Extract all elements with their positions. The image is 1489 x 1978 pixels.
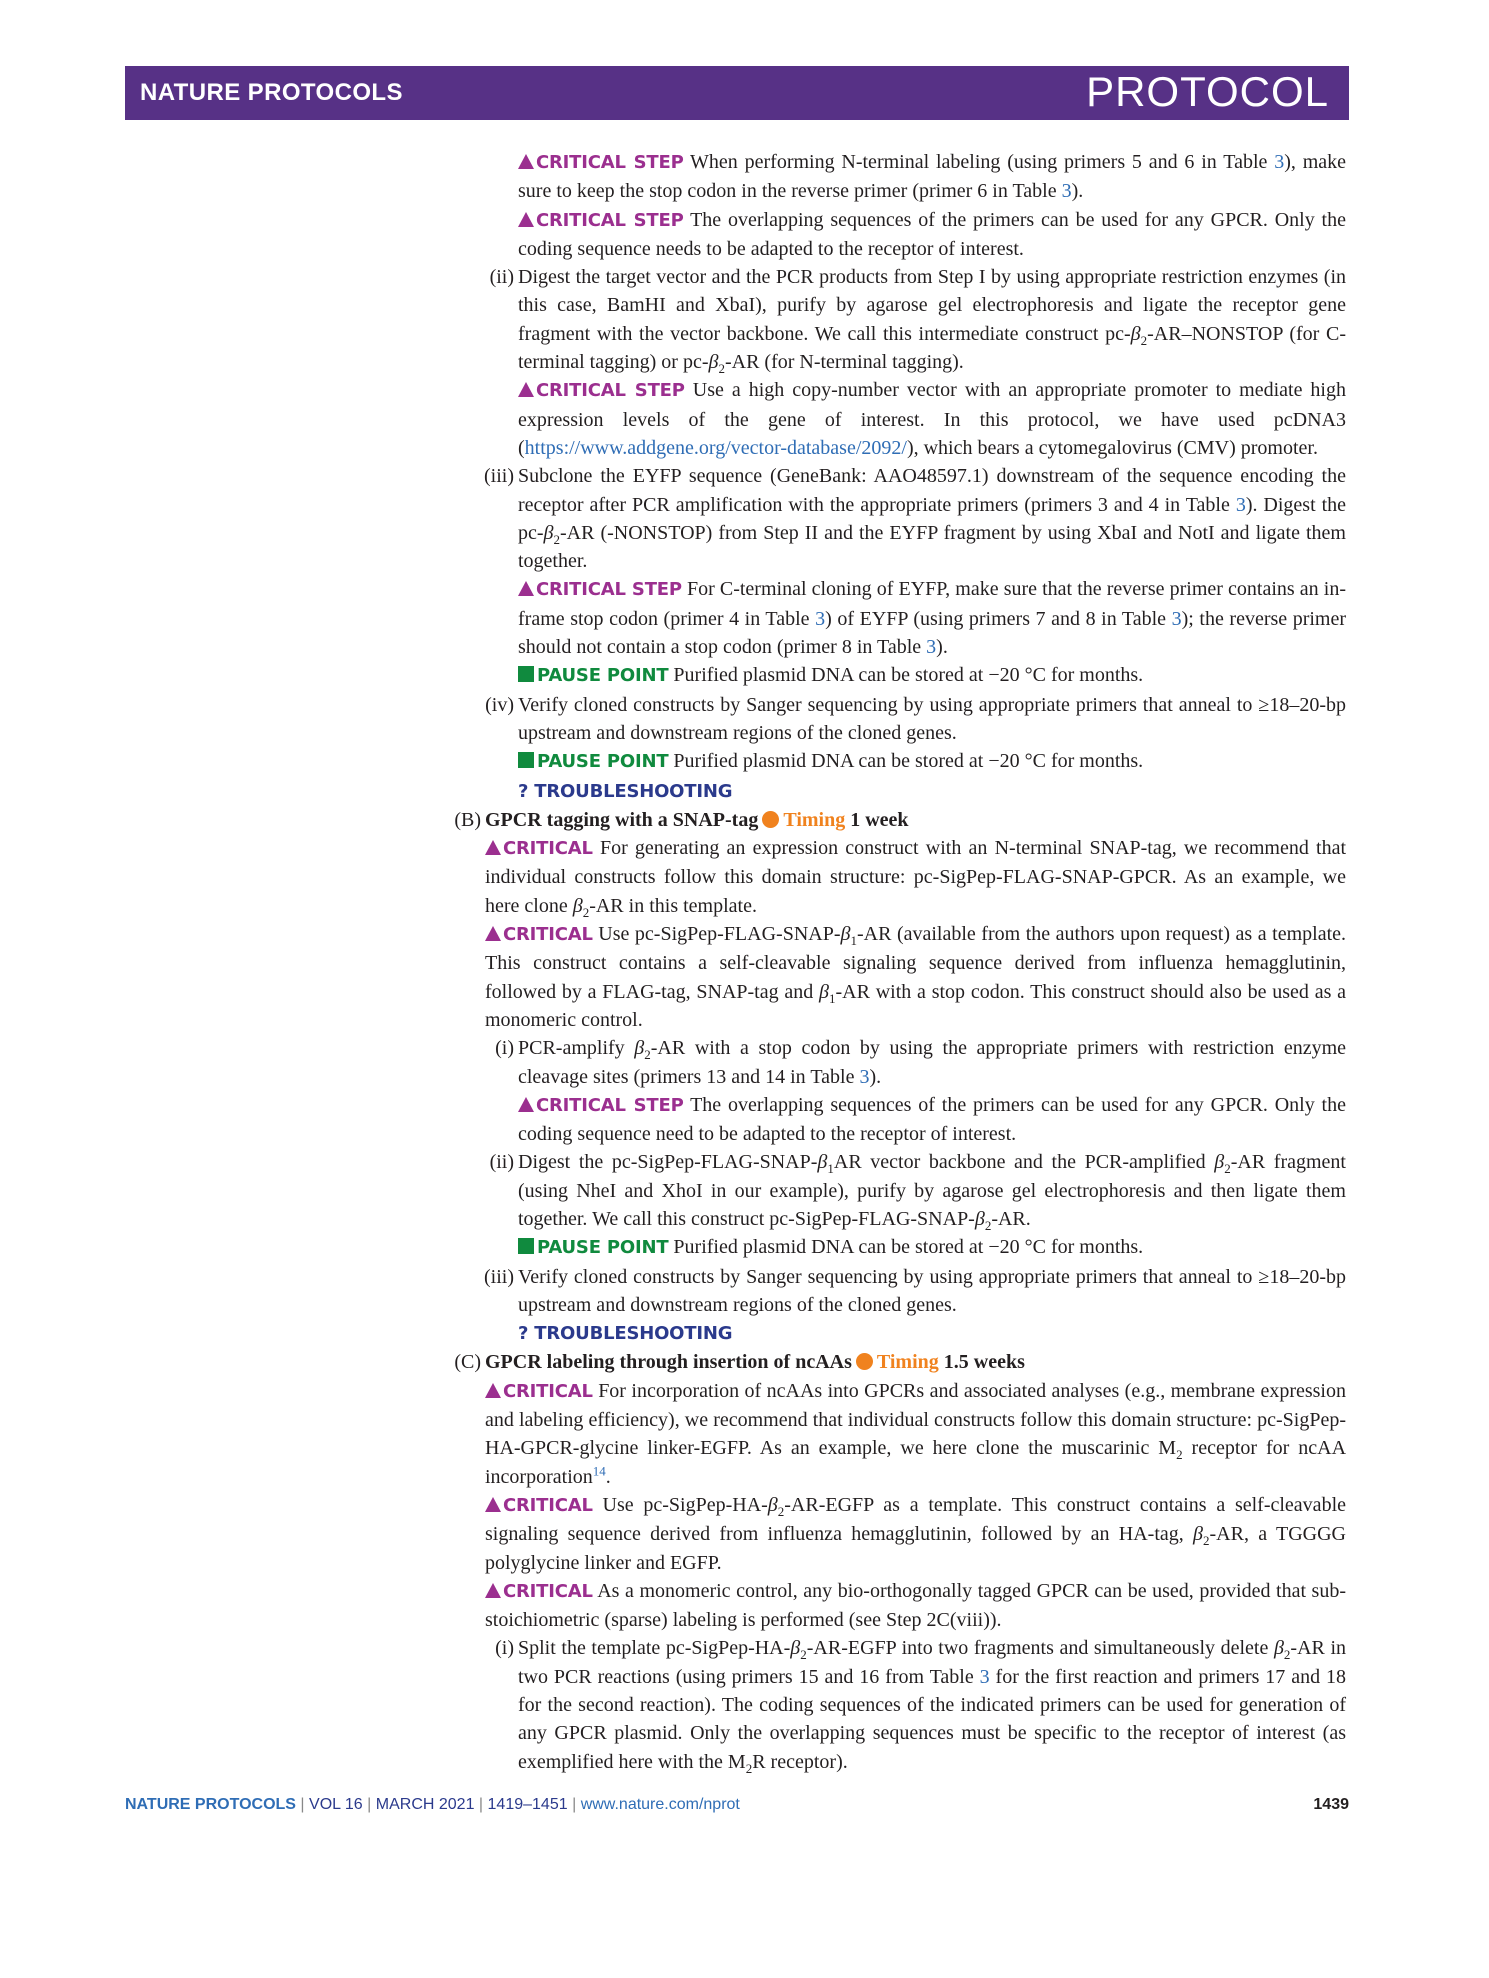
step-a-iv: (iv) Verify cloned constructs by Sanger sequencing by using appropriate primers that anneal to ≥18–20-bp upstream and downstream regions of the cloned genes.: [485, 693, 1346, 744]
table-link[interactable]: 3: [1235, 493, 1246, 516]
table-link[interactable]: 3: [979, 1665, 990, 1688]
step-a-iii: (iii) Subclone the EYFP sequence (GeneBank: AAO48597.1) downstream of the sequence encoding the receptor after PCR amplification with the appropriate primers (primers 3 and 4 in Table 3). Digest the $pc-\beta_2-AR$ (-NONSTOP) from Step II and the EYFP fragment by using XbaI and NotI and ligate them together.: [484, 465, 1346, 573]
critical-triangle-icon: [485, 840, 501, 855]
critical-note: CRITICAL Use $pc-SigPep-HA-\beta_2-AR$-EGFP as a template. This construct contains a self-cleavable signaling sequence derived from influenza hemagglutinin, followed by an HA-tag, $\beta_2-AR$, a TGGGG polyglycine linker and EGFP.: [485, 1493, 1346, 1574]
table-link[interactable]: 3: [815, 607, 826, 630]
critical-triangle-icon: [518, 1097, 534, 1112]
critical-triangle-icon: [485, 1497, 501, 1512]
pause-square-icon: [518, 1238, 534, 1254]
table-link[interactable]: 3: [1061, 180, 1072, 203]
journal-name: NATURE PROTOCOLS: [140, 79, 403, 106]
critical-step-note: CRITICAL STEP For C-terminal cloning of EYFP, make sure that the reverse primer contains an in-frame stop codon (primer 4 in Table 3) of EYFP (using primers 7 and 8 in Table 3); the reverse primer should not contain a stop codon (primer 8 in Table 3).: [518, 578, 1347, 659]
critical-triangle-icon: [518, 382, 534, 397]
critical-step-note: CRITICAL STEP The overlapping sequences of the primers can be used for any GPCR. Only the coding sequence need to be adapted to the receptor of interest.: [518, 1093, 1346, 1146]
step-b-i: (i) PCR-amplify $\beta_2-AR$ with a stop codon by using the appropriate primers with restriction enzyme cleavage sites (primers 13 and 14 in Table 3).: [495, 1037, 1347, 1088]
page-number: 1439: [1313, 1796, 1349, 1813]
step-c-i: (i) Split the template $pc-SigPep-HA-\beta_2-AR$-EGFP into two fragments and simultaneously delete $\beta_2-AR$ in two PCR reactions (using primers 15 and 16 from Table 3 for the first reaction and primers 17 and 18 for the second reaction). The coding sequences of the indicated primers can be used for generation of any GPCR plasmid. Only the overlapping sequences must be specific to the receptor of interest (as exemplified here with the $M_2R$ receptor).: [495, 1637, 1347, 1776]
critical-triangle-icon: [485, 1583, 501, 1598]
page-header: [125, 66, 1349, 120]
critical-triangle-icon: [518, 581, 534, 596]
table-link[interactable]: 3: [859, 1065, 870, 1088]
critical-note: CRITICAL Use $pc-SigPep-FLAG-SNAP-\beta_1-AR$ (available from the authors upon request) as a template. This construct contains a self-cleavable signaling sequence derived from influenza hemagglutinin, followed by a FLAG-tag, SNAP-tag and $\beta_1-AR$ with a stop codon. This construct should also be used as a monomeric control.: [485, 923, 1347, 1031]
table-link[interactable]: 3: [1274, 151, 1285, 173]
critical-triangle-icon: [518, 154, 534, 169]
troubleshooting-link[interactable]: ? TROUBLESHOOTING: [518, 1323, 733, 1345]
pause-square-icon: [518, 666, 534, 682]
step-b-iii: (iii) Verify cloned constructs by Sanger sequencing by using appropriate primers that anneal to ≥18–20-bp upstream and downstream regions of the cloned genes.: [484, 1265, 1346, 1316]
critical-step-note: CRITICAL STEP Use a high copy-number vector with an appropriate promoter to mediate high expression levels of the gene of interest. In this protocol, we have used pcDNA3 (https://www.addgene.org/vector-database/2092/), which bears a cytomegalovirus (CMV) promoter.: [518, 379, 1346, 459]
table-link[interactable]: 3: [926, 636, 937, 659]
article-body: [0, 148, 1489, 1776]
critical-note: CRITICAL For incorporation of ncAAs into GPCRs and associated analyses (e.g., membrane expression and labeling efficiency), we recommend that individual constructs follow this domain structure: pc-SigPep-HA-GPCR-glycine linker-EGFP. As an example, we here clone the muscarinic $M_2$ receptor for ncAA incorporation$^{14}$.: [485, 1379, 1347, 1488]
critical-triangle-icon: [518, 212, 534, 227]
pause-point-note: PAUSE POINT Purified plasmid DNA can be stored at −20 °C for months.: [518, 1233, 1346, 1262]
timing-dot-icon: [856, 1353, 873, 1370]
section-c-heading: (C) GPCR labeling through insertion of ncAAs Timing 1.5 weeks: [454, 1351, 1025, 1374]
critical-triangle-icon: [485, 1383, 501, 1398]
section-b-heading: (B) GPCR tagging with a SNAP-tag Timing 1 week: [454, 808, 909, 831]
timing-dot-icon: [762, 811, 779, 828]
critical-note: CRITICAL For generating an expression construct with an N-terminal SNAP-tag, we recommend that individual constructs follow this domain structure: pc-SigPep-FLAG-SNAP-GPCR. As an example, we here clone $\beta_2-AR$ in this template.: [485, 837, 1347, 920]
table-link[interactable]: 3: [1171, 607, 1182, 630]
critical-note: CRITICAL As a monomeric control, any bio-orthogonally tagged GPCR can be used, provided that sub-stoichiometric (sparse) labeling is performed (see Step 2C(viii)).: [485, 1579, 1347, 1632]
critical-step-note: CRITICAL STEP When performing N-terminal labeling (using primers 5 and 6 in Table 3), make sure to keep the stop codon in the reverse primer (primer 6 in Table 3).: [518, 151, 1347, 203]
step-b-ii: (ii) Digest the $pc-SigPep-FLAG-SNAP-\beta_1AR$ vector backbone and the PCR-amplified $\beta_2-AR$ fragment (using NheI and XhoI in our example), purify by agarose gel electrophoresis and then ligate them together. We call this construct $pc-SigPep-FLAG-SNAP-\beta_2-AR$.: [489, 1151, 1346, 1233]
section-label: PROTOCOL: [1086, 68, 1329, 115]
addgene-link[interactable]: https://www.addgene.org/vector-database/2092/: [524, 436, 907, 459]
critical-step-note: CRITICAL STEP The overlapping sequences of the primers can be used for any GPCR. Only the coding sequence needs to be adapted to the receptor of interest.: [518, 208, 1346, 260]
footer-citation: NATURE PROTOCOLS | VOL 16 | MARCH 2021 | 1419–1451 | www.nature.com/nprot: [125, 1796, 740, 1813]
critical-triangle-icon: [485, 926, 501, 941]
troubleshooting-link[interactable]: ? TROUBLESHOOTING: [518, 780, 733, 802]
pause-point-note: PAUSE POINT Purified plasmid DNA can be stored at −20 °C for months.: [518, 661, 1346, 690]
journal-url-link[interactable]: www.nature.com/nprot: [580, 1796, 740, 1813]
pause-square-icon: [518, 752, 534, 768]
step-a-ii: (ii) Digest the target vector and the PCR products from Step I by using appropriate restriction enzymes (in this case, BamHI and XbaI), purify by agarose gel electrophoresis and ligate the receptor gene fragment with the vector backbone. We call this intermediate construct $pc-\beta_2-AR$–NONSTOP (for C-terminal tagging) or $pc-\beta_2-AR$ (for N-terminal tagging).: [489, 266, 1346, 377]
pause-point-note: PAUSE POINT Purified plasmid DNA can be stored at −20 °C for months.: [518, 747, 1346, 776]
reference-link[interactable]: 14: [592, 1463, 606, 1478]
